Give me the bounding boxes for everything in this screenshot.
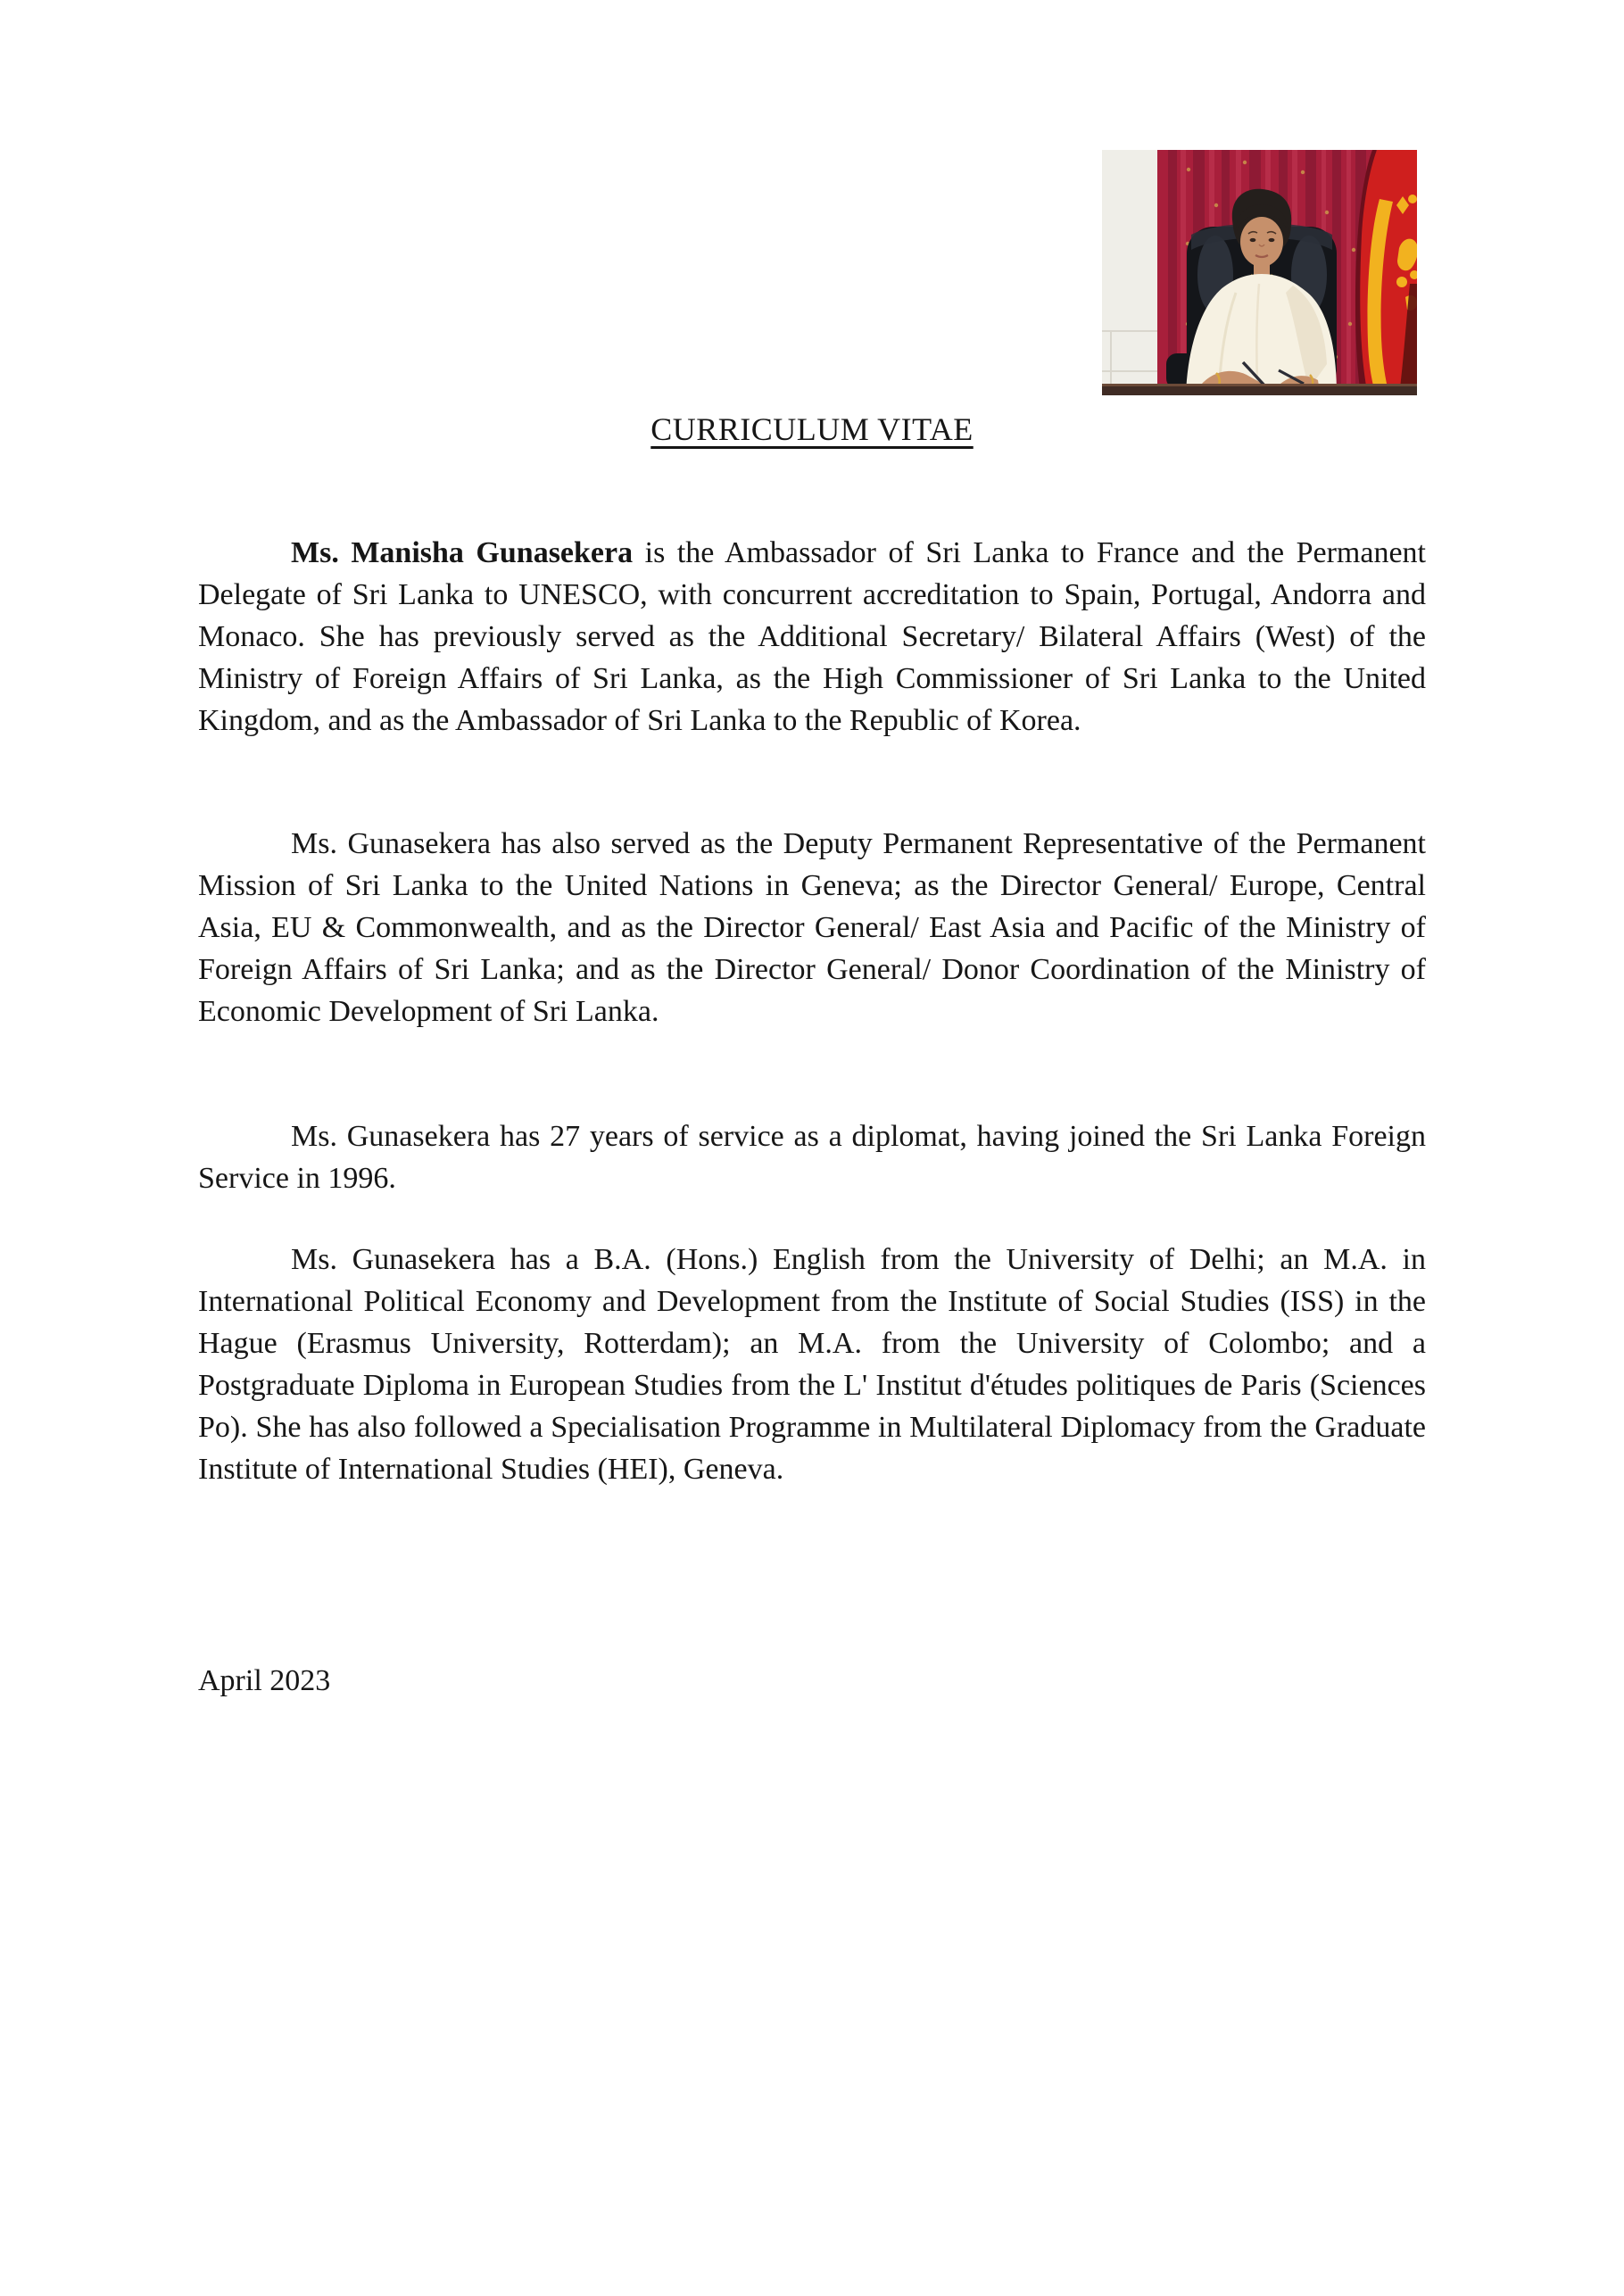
paragraph-previous-roles: Ms. Gunasekera has also served as the Deputy Permanent Representative of the Permanent Mission of Sri Lanka to the United Nations in Geneva; as the Director General/ Europe, Central Asia, EU & Commonwealth, and as the Director General/ East Asia and Pacific of the Ministry of Foreign Affairs of Sri Lanka; and as the Director General/ Donor Coordination of the Ministry of Economic Development of Sri Lanka. — [198, 827, 1426, 1028]
paragraph-current-posting — [198, 532, 1426, 742]
person-face — [1240, 217, 1283, 267]
document-date: April 2023 — [198, 1664, 331, 1697]
paragraph-education: Ms. Gunasekera has a B.A. (Hons.) English from the University of Delhi; an M.A. in International Political Economy and Development from the Institute of Social Studies (ISS) in the Hague (Erasmus University, Rotterdam); an M.A. from the University of Colombo; and a Postgraduate Diploma in European Studies from the L' Institut d'études politiques de Paris (Sciences Po). She has also followed a Specialisation Programme in Multilateral Diplomacy from the Graduate Institute of International Studies (HEI), Geneva. — [198, 1243, 1426, 1486]
photo-desk — [1102, 384, 1417, 395]
portrait-photo-illustration — [1102, 150, 1417, 395]
paragraph-current-posting-text: is the Ambassador of Sri Lanka to France and the Permanent Delegate of Sri Lanka to UNESCO, with concurrent accreditation to Spain, Portugal, Andorra and Monaco. She has previously served as the Additional Secretary/ Bilateral Affairs (West) of the Ministry of Foreign Affairs of Sri Lanka, as the High Commissioner of Sri Lanka to the United Kingdom, and as the Ambassador of Sri Lanka to the Republic of Korea. — [198, 536, 1427, 737]
portrait-photo — [1102, 150, 1417, 395]
photo-sri-lanka-flag — [1355, 150, 1417, 395]
paragraph-years-of-service: Ms. Gunasekera has 27 years of service as a diplomat, having joined the Sri Lanka Foreign Service in 1996. — [198, 1120, 1426, 1195]
person-name-bold: Ms. Manisha Gunasekera — [291, 536, 634, 569]
document-title: CURRICULUM VITAE — [650, 411, 974, 447]
